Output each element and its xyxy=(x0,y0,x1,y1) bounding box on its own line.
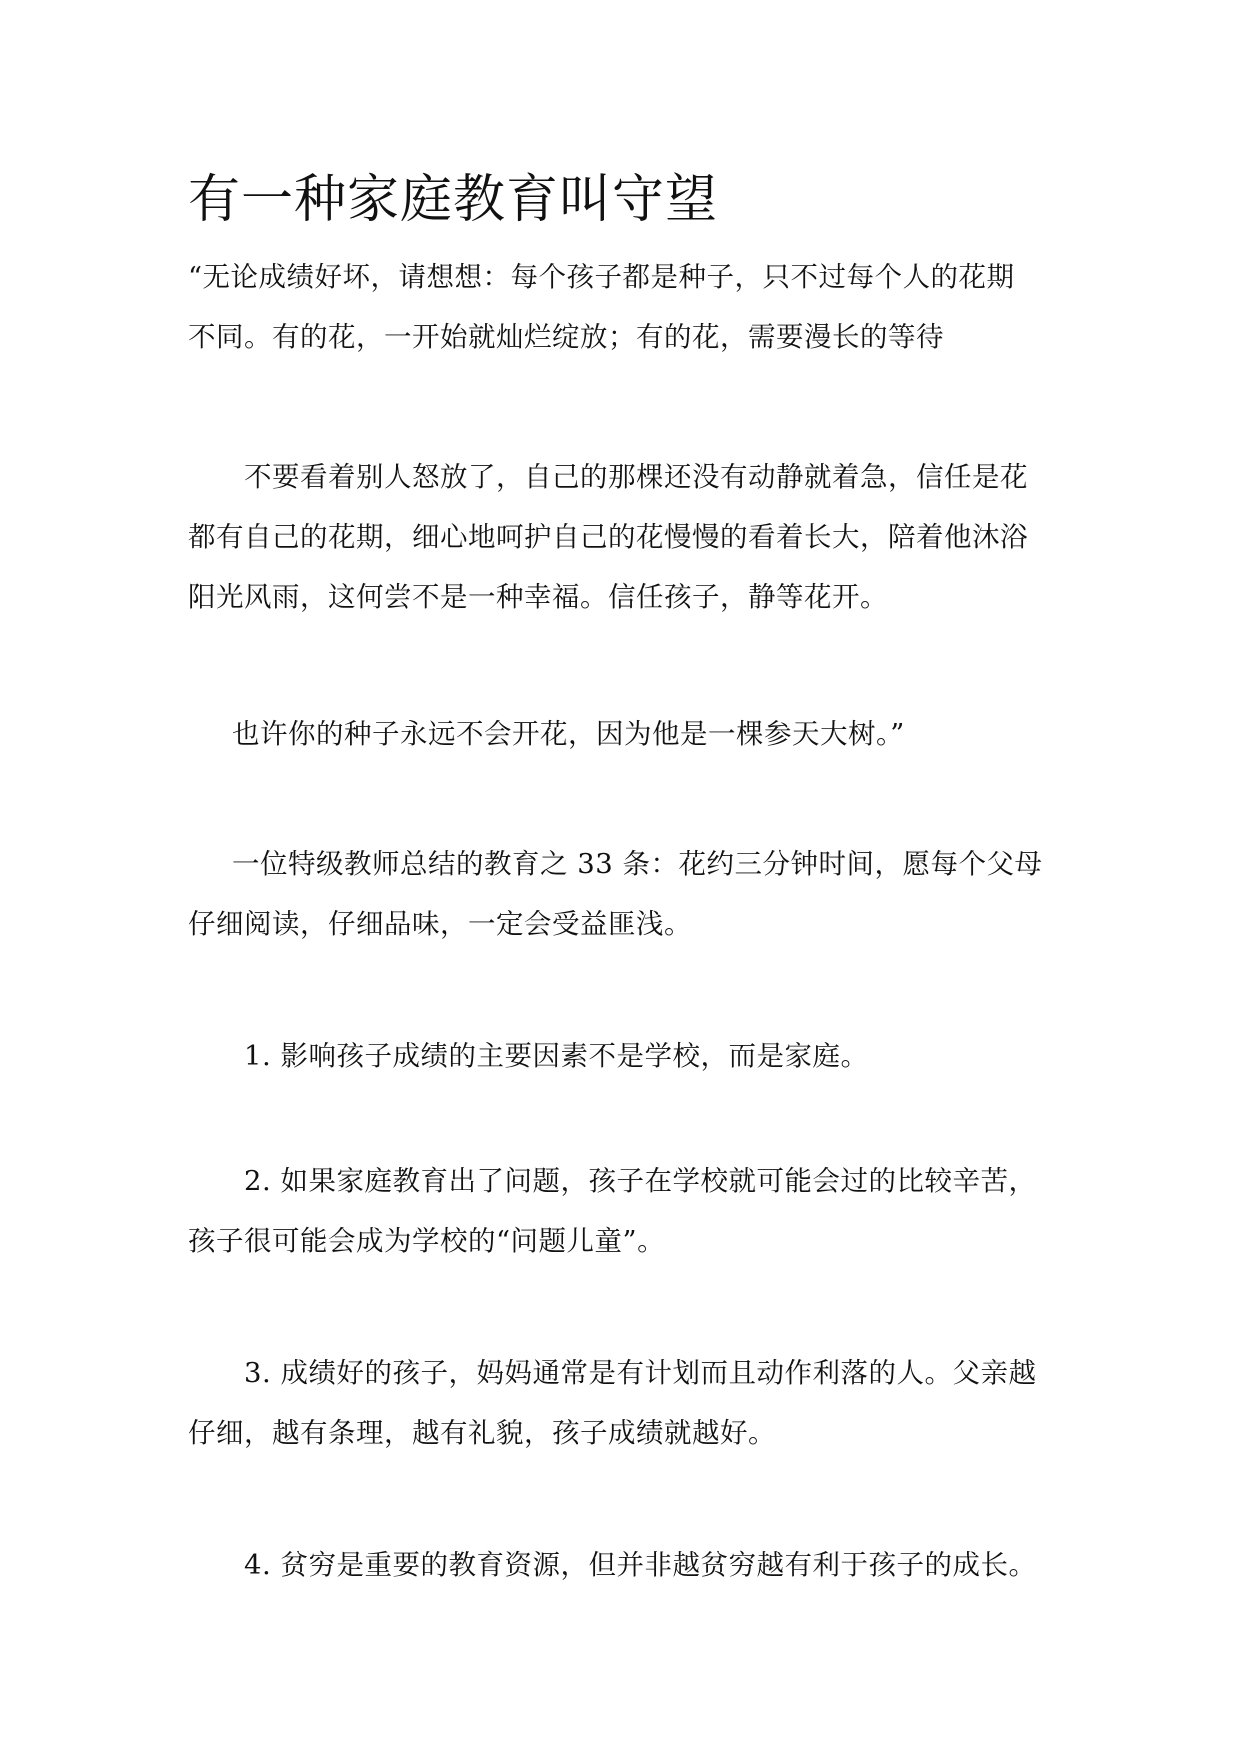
list-item-3 xyxy=(188,1343,1068,1463)
text-line: 也许你的种子永远不会开花，因为他是一棵参天大树。” xyxy=(232,718,905,750)
text-line: 不要看着别人怒放了，自己的那棵还没有动静就着急，信任是花 xyxy=(244,461,1028,493)
text-line: 2. 如果家庭教育出了问题，孩子在学校就可能会过的比较辛苦， xyxy=(244,1165,1037,1197)
list-item-4 xyxy=(188,1535,1068,1595)
text-line: 1. 影响孩子成绩的主要因素不是学校，而是家庭。 xyxy=(244,1040,869,1072)
text-line: 仔细阅读，仔细品味，一定会受益匪浅。 xyxy=(188,908,692,940)
paragraph-tree xyxy=(188,704,1068,764)
paragraph-33-rules-intro xyxy=(188,834,1068,954)
text-line: 3. 成绩好的孩子，妈妈通常是有计划而且动作利落的人。父亲越 xyxy=(244,1357,1037,1389)
list-item-2 xyxy=(188,1151,1068,1271)
text-line: 一位特级教师总结的教育之 33 条：花约三分钟时间，愿每个父母 xyxy=(232,848,1043,880)
list-item-1 xyxy=(188,1026,1068,1086)
text-line: 阳光风雨，这何尝不是一种幸福。信任孩子，静等花开。 xyxy=(188,581,888,613)
document-title: 有一种家庭教育叫守望 xyxy=(188,170,719,230)
text-line: 仔细，越有条理，越有礼貌，孩子成绩就越好。 xyxy=(188,1417,776,1449)
text-line: 4. 贫穷是重要的教育资源，但并非越贫穷越有利于孩子的成长。 xyxy=(244,1549,1037,1581)
paragraph-trust-flowers xyxy=(188,447,1068,627)
text-line: 孩子很可能会成为学校的“问题儿童”。 xyxy=(188,1225,666,1257)
text-line: “无论成绩好坏，请想想：每个孩子都是种子，只不过每个人的花期 xyxy=(188,261,1015,293)
text-line: 不同。有的花，一开始就灿烂绽放；有的花，需要漫长的等待 xyxy=(188,321,944,353)
text-line: 都有自己的花期，细心地呵护自己的花慢慢的看着长大，陪着他沐浴 xyxy=(188,521,1028,553)
paragraph-quote-intro xyxy=(188,247,1068,367)
